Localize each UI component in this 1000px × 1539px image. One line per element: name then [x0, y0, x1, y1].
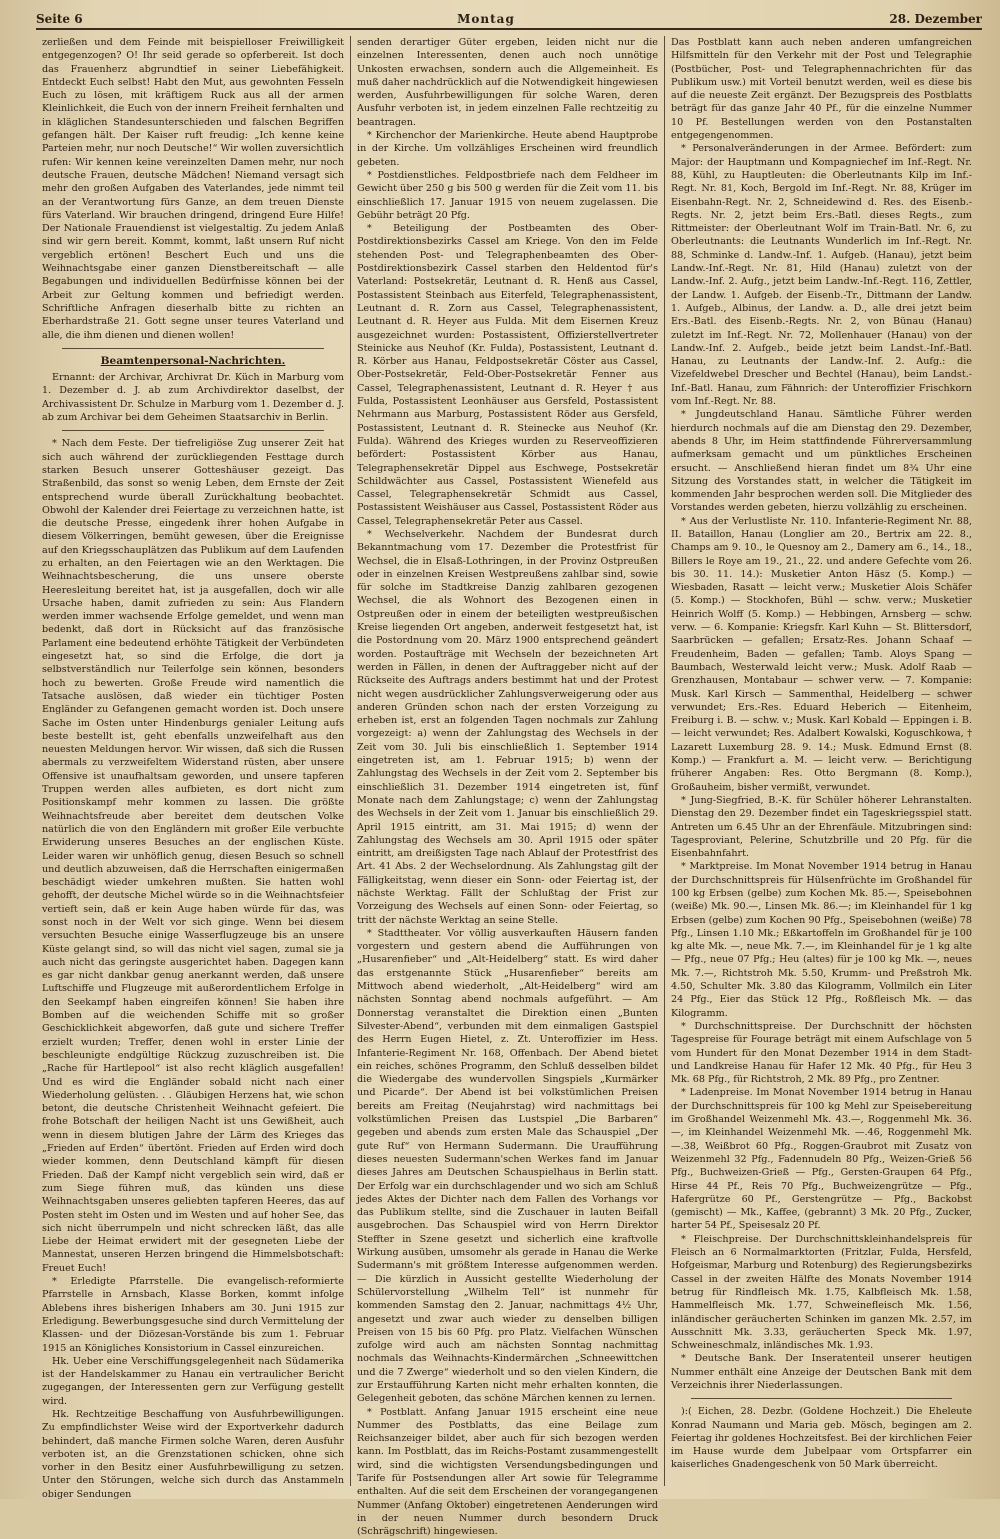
divider: [62, 430, 324, 431]
article-verschiffung: Hk. Ueber eine Verschiffungsgelegenheit nach Südamerika ist der Handelskammer zu Hanau ein vertraulicher Bericht zugegangen, der Interessenten gern zur Verfügung gestellt wird.: [42, 1355, 344, 1407]
page-header: [36, 6, 982, 30]
article-deutsche-bank: * Deutsche Bank. Der Inseratenteil unserer heutigen Nummer enthält eine Anzeige der Deutschen Bank mit dem Verzeichnis ihrer Niederlassungen.: [671, 1353, 972, 1391]
column-3: [664, 36, 978, 1486]
article-ausfuhr-continued: senden derartiger Güter ergeben, leiden nicht nur die einzelnen Interessenten, denen auch noch unnötige Unkosten erwachsen, sondern auch die Allgemeinheit. Es muß daher nachdrücklich auf die Notwendigkeit hingewiesen werden, Ausfuhrbewilligungen für solche Waren, deren Ausfuhr verboten ist, in jedem einzelnen Falle rechtzeitig zu beantragen.: [357, 37, 658, 128]
article-postdienstliches: * Postdienstliches. Feldpostbriefe nach dem Feldheer im Gewicht über 250 g bis 500 g werden für die Zeit vom 11. bis einschließlich 17. Januar 1915 von neuem zugelassen. Die Gebühr beträgt 20 Pfg.: [357, 169, 658, 221]
article-kirchenchor: * Kirchenchor der Marienkirche. Heute abend Hauptprobe in der Kirche. Um vollzähliges Erscheinen wird freundlich gebeten.: [357, 130, 658, 168]
column-container: [36, 36, 982, 1538]
divider: [691, 1398, 952, 1399]
article-wechselverkehr: * Wechselverkehr. Nachdem der Bundesrat durch Bekanntmachung vom 17. Dezember die Protestfrist für Wechsel, die in Elsaß-Lothringen, in der Provinz Ostpreußen oder in einzelnen Kreisen Westpreußens zahlbar sind, sowie für solche im Stadtkreise Danzig zahlbaren gezogenen Wechsel, die als Wohnort des Bezogenen einen in Ostpreußen oder in einem der beteiligten westpreußischen Kreise liegenden Ort angeben, anderweit festgesetzt hat, ist die Postordnung vom 20. März 1900 entsprechend geändert worden. Postaufträge mit Wechseln der bezeichneten Art werden in Fällen, in denen der Auftraggeber nicht auf der Rückseite des Auftrags anders bestimmt hat und der Protest nicht wegen ausdrücklicher Zahlungsverweigerung oder aus anderen Gründen schon nach der ersten Vorzeigung zu erheben ist, erst an folgenden Tagen nochmals zur Zahlung vorgezeigt: a) wenn der Zahlungstag des Wechsels in der Zeit vom 30. Juli bis einschließlich 1. September 1914 eingetreten ist, am 1. Februar 1915; b) wenn der Zahlungstag des Wechsels in der Zeit vom 2. September bis einschließlich 31. Dezember 1914 eingetreten ist, fünf Monate nach dem Zahlungstage; c) wenn der Zahlungstag des Wechsels in der Zeit vom 1. Januar bis einschließlich 29. April 1915 eintritt, am 31. Mai 1915; d) wenn der Zahlungstag des Wechsels am 30. April 1915 oder später eintritt, am dreißigsten Tage nach Ablauf der Protestfrist des Art. 41 Abs. 2 der Wechselordnung. Als Zahlungstag gilt der Fälligkeitstag, wenn dieser ein Sonn- oder Feiertag ist, der nächste Werktag. Fällt der Schlußtag der Frist zur Vorzeigung des Wechsels auf einen Sonn- oder Feiertag, so tritt der nächste Werktag an seine Stelle.: [357, 528, 658, 926]
article-ladenpreise: * Ladenpreise. Im Monat November 1914 betrug in Hanau der Durchschnittspreis für 100 kg Mehl zur Speisebereitung im Großhandel Weizenmehl Mk. 43.—, Roggenmehl Mk. 36.—, im Kleinhandel Weizenmehl Mk. —.46, Roggenmehl Mk. —.38, Weißbrot 60 Pfg., Roggen-Graubrot mit Zusatz von Weizenmehl 32 Pfg., Fadennudeln 80 Pfg., Weizen-Grieß 56 Pfg., Buchweizen-Grieß — Pfg., Gersten-Graupen 64 Pfg., Hirse 44 Pf., Reis 70 Pfg., Buchweizengrütze — Pfg., Hafergrütze 60 Pf., Gerstengrütze — Pfg., Backobst (gemischt) — Mk., Kaffee, (gebrannt) 3 Mk. 20 Pfg., Zucker, harter 54 Pf., Speisesalz 20 Pf.: [671, 1087, 972, 1232]
article-frauendienst-appeal: zerließen und dem Feinde mit beispielloser Freiwilligkeit entgegenzogen? O! Ihr seid gerade so opferbereit. Ist doch das Frauenherz abgrundtief in seiner Liebefähigkeit. Entdeckt Euch selbst! Habt den Mut, aus gewohnten Fesseln Euch zu lösen, mit kräftigem Ruck aus all der armen Kleinlichkeit, die Euch von der innern Freiheit fernhalten und in kläglichen Standesunterschieden und falschen Begriffen gefangen hält. Der Kaiser ruft freudig: „Ich kenne keine Parteien mehr, nur noch Deutsche!“ Wir wollen zuversichtlich rufen: Wir kennen keine vereinzelten Damen mehr, nur noch deutsche Frauen, deutsche Mädchen! Niemand versagt sich mehr den großen Aufgaben des Vaterlandes, jede nimmt teil an der Verantwortung fürs Ganze, an dem treuen Dienste fürs Vaterland. Wir brauchen dringend, dringend Eure Hilfe! Der Nationale Frauendienst ist vielgestaltig. Zu jedem Anlaß sind wir gern bereit. Kommt, kommt, laßt unsern Ruf nicht vergeblich ertönen! Beschert Euch und uns die Weihnachtsgabe einer ganzen Dienstbereitschaft — alle Begabungen und individuellen Bedürfnisse können bei der Arbeit zur Geltung kommen und befriedigt werden. Schriftliche Anfragen dieserhalb bitte zu richten an Eberhardstraße 21. Gott segne unser teures Vaterland und alle, die ihm dienen und dienen wollen!: [42, 37, 344, 341]
article-marktpreise: * Marktpreise. Im Monat November 1914 betrug in Hanau der Durchschnittspreis für Hülsenfrüchte im Großhandel für 100 kg Erbsen (gelbe) zum Kochen Mk. 85.—, Speisebohnen (weiße) Mk. 90.—, Linsen Mk. 86.—; im Kleinhandel für 1 kg Erbsen (gelbe) zum Kochen 90 Pfg., Speisebohnen (weiße) 78 Pfg., Linsen 1.10 Mk.; Eßkartoffeln im Großhandel für je 100 kg alte Mk. —, neue Mk. 7.—, im Kleinhandel für je 1 kg alte — Pfg., neue 07 Pfg.; Heu (altes) für je 100 kg Mk. —, neues Mk. 7.—, Richtstroh Mk. 5.50, Krumm- und Preßstroh Mk. 4.50, Schulter Mk. 3.80 das Kilogramm, Vollmilch ein Liter 24 Pfg., Eier das Stück 12 Pfg., Roßfleisch Mk. — das Kilogramm.: [671, 861, 972, 1019]
article-jung-siegfried: * Jung-Siegfried, B.-K. für Schüler höherer Lehranstalten. Dienstag den 29. Dezember findet ein Tageskriegsspiel statt. Antreten um 6.45 Uhr an der Ehrenfäule. Mitzubringen sind: Tagesproviant, Pelerine, Schutzbrille und 20 Pfg. für die Eisenbahnfahrt.: [671, 794, 972, 860]
article-postbeamten-krieg: * Beteiligung der Postbeamten des Ober-Postdirektionsbezirks Cassel am Kriege. Von den im Felde stehenden Post- und Telegraphenbeamten des Ober-Postdirektionsbezirk Cassel starben den Heldentod für's Vaterland: Postsekretär, Leutnant d. R. Henß aus Cassel, Postassistent Steinbach aus Eiterfeld, Telegraphenassistent, Leutnant d. R. Zorn aus Cassel, Telegraphenassistent, Leutnant d. R. Heyer aus Fulda. Mit dem Eisernen Kreuz ausgezeichnet wurden: Postassistent, Offizierstellvertreter Steinicke aus Neuhof (Kr. Fulda), Postassistent, Leutnant d. R. Körber aus Hanau, Feldpostsekretär Cöster aus Cassel, Ober-Postsekretär, Feld-Ober-Postsekretär Fenner aus Cassel, Telegraphenassistent, Leutnant d. R. Heyer † aus Fulda, Postassistent Leonhäuser aus Gersfeld, Postassistent Nehrmann aus Marburg, Postassistent Röder aus Gersfeld, Postassistent, Leutnant d. R. Steinecke aus Neuhof (Kr. Fulda). Während des Krieges wurden zu Reserveoffizieren befördert: Postassistent Körber aus Hanau, Telegraphensekretär Dippel aus Eschwege, Postsekretär Schildwächter aus Cassel, Postassistent Wienefeld aus Cassel, Telegraphensekretär Schmidt aus Cassel, Postassistent Weishäuser aus Cassel, Postassistent Röder aus Cassel, Telegraphensekretär Peter aus Cassel.: [357, 223, 658, 527]
article-personalveraenderungen: * Personalveränderungen in der Armee. Befördert: zum Major: der Hauptmann und Kompagniechef im Inf.-Regt. Nr. 88, Kühl, zu Hauptleuten: die Oberleutnants Kilp im Inf.-Regt. Nr. 81, Koch, Bergold im Inf.-Regt. Nr. 88, Krüger im Eisenbahn-Regt. Nr. 2, Schneidewind d. Res. des Eisenb.-Regts. Nr. 2, jetzt beim Ers.-Batl. dieses Regts., zum Rittmeister: der Oberleutnant Wolf im Train-Batl. Nr. 6, zu Oberleutnants: die Leutnants Wunderlich im Inf.-Regt. Nr. 88, Schminke d. Landw.-Inf. 1. Aufgeb. (Hanau), jetzt beim Landw.-Inf.-Regt. Nr. 81, Hild (Hanau) zuletzt von der Landw.-Inf. 2. Aufg., jetzt beim Landw.-Inf.-Regt. 116, Zettler, der Landw. 1. Aufgeb. der Eisenb.-Tr., Dittmann der Landw. 1. Aufgeb., Albinus, der Landw. a. D., alle drei jetzt beim Ers.-Batl. des Eisenb.-Regts. Nr. 2, von Bünau (Hanau) zuletzt im Inf.-Regt. Nr. 72, Mollenhauer (Hanau) von der Landw.-Inf. 2. Aufgeb., beide jetzt beim Landst.-Inf.-Batl. Hanau, zu Leutnants der Landw.-Inf. 2. Aufg.: die Vizefeldwebel Drescher und Bechtel (Hanau), beim Landst.-Inf.-Batl. Hanau, zum Fähnrich: der Unteroffizier Frischkorn vom Inf.-Regt. Nr. 88.: [671, 143, 972, 408]
article-postblatt-continued: Das Postblatt kann auch neben anderen umfangreichen Hilfsmitteln für den Verkehr mit der Post und Telegraphie (Postbücher, Post- und Telegraphennachrichten für das Publikum usw.) mit Vorteil benutzt werden, weil es diese bis auf die neueste Zeit ergänzt. Der Bezugspreis des Postblatts beträgt für das ganze Jahr 40 Pf., für die einzelne Nummer 10 Pf. Bestellungen werden von den Postanstalten entgegengenommen.: [671, 37, 972, 142]
article-stadttheater: * Stadttheater. Vor völlig ausverkauften Häusern fanden vorgestern und gestern abend die Aufführungen von „Husarenfieber“ und „Alt-Heidelberg“ statt. Es wird daher das erstgenannte Stück „Husarenfieber“ bereits am Mittwoch abend wiederholt, „Alt-Heidelberg“ wird am nächsten Sonntag abend nochmals aufgeführt. — Am Donnerstag veranstaltet die Direktion einen „Bunten Silvester-Abend“, verbunden mit dem einmaligen Gastspiel des Herrn Eugen Hietel, z. Zt. Unteroffizier im Hess. Infanterie-Regiment Nr. 168, Offenbach. Der Abend bietet ein reiches, schönes Programm, den Schluß desselben bildet die Wiedergabe des wundervollen Singspiels „Kurmärker und Picarde“. Der Abend ist bei volkstümlichen Preisen bereits am Freitag (Neujahrstag) wird nachmittags bei volkstümlichen Preisen das Lustspiel „Die Barbaren“ gegeben und abends zum ersten Male das Schauspiel „Der gute Ruf“ von Hermann Sudermann. Die Uraufführung dieses neuesten Sudermann'schen Werkes fand im Januar dieses Jahres am Deutschen Schauspielhaus in Berlin statt. Der Erfolg war ein durchschlagender und wo sich am Schluß jedes Aktes der Dichter nach dem Fallen des Vorhangs vor das Publikum stellte, sind die Zuschauer in lauten Beifall ausgebrochen. Das Schauspiel wird von Herrn Direktor Steffter in Szene gesetzt und sicherlich eine kraftvolle Wirkung ausüben, umsomehr als gerade in Hanau die Werke Sudermann's mit größtem Interesse aufgenommen werden. — Die kürzlich in Aussicht gestellte Wiederholung der Schülervorstellung „Wilhelm Tell“ ist nunmehr für kommenden Samstag den 2. Januar, nachmittags 4½ Uhr, angesetzt und zwar auch wieder zu denselben billigen Preisen von 15 bis 60 Pfg. pro Platz. Vielfachen Wünschen zufolge wird auch am nächsten Sonntag nachmittag nochmals das Weihnachts-Kindermärchen „Schneewittchen und die 7 Zwerge“ wiederholt und so den vielen Kindern, die zur Erstaufführung Karten nicht mehr erhalten konnten, die Gelegenheit geboten, das schöne Märchen kennen zu lernen.: [357, 927, 658, 1405]
article-verlustliste: * Aus der Verlustliste Nr. 110. Infanterie-Regiment Nr. 88, II. Bataillon, Hanau (Longlier am 20., Bertrix am 22. 8., Champs am 9. 10., le Quesnoy am 2., Damery am 6., 14., 18., Billers le Roye am 19., 21., 22. und andere Gefechte vom 26. bis 30. 11. 14.): Musketier Anton Häsz (5. Komp.) — Wiesbaden, Rasatt — leicht verw.; Musketier Alois Schäfer (5. Komp.) — Stockhofen, Bühl — schw. verw.; Musketier Heinrich Wolff (5. Komp.) — Hebbingen, Arnsberg — schw. verw. — 6. Kompanie: Kriegsfr. Karl Kuhn — St. Blittersdorf, Saarbrücken — gefallen; Ersatz-Res. Johann Schaaf — Freudenheim, Baden — gefallen; Tamb. Aloys Spang — Baumbach, Westerwald leicht verw.; Musk. Adolf Raab — Grenzhausen, Montabaur — schwer verw. — 7. Kompanie: Musk. Karl Kirsch — Sammenthal, Heidelberg — schwer verwundet; Ers.-Res. Eduard Heberich — Eitenheim, Freiburg i. B. — schw. v.; Musk. Karl Kobald — Eppingen i. B. — leicht verwundet; Res. Adalbert Kowalski, Koguschkowa, † Lazarett Luxemburg 28. 9. 14.; Musk. Edmund Ernst (8. Komp.) — Frankfurt a. M. — leicht verw. — Berichtigung früherer Angaben: Res. Otto Bergmann (8. Komp.), Großauheim, bisher vermißt, verwundet.: [671, 515, 972, 793]
page-date: 28. Dezember: [889, 12, 982, 26]
divider: [62, 348, 324, 349]
article-fleischpreise: * Fleischpreise. Der Durchschnittskleinhandelspreis für Fleisch an 6 Normalmarktorten (Fritzlar, Fulda, Hersfeld, Hofgeismar, Marburg und Rotenburg) des Regierungsbezirks Cassel in der zweiten Hälfte des Monats November 1914 betrug für Rindfleisch Mk. 1.75, Kalbfleisch Mk. 1.58, Hammelfleisch Mk. 1.77, Schweinefleisch Mk. 1.56, inländischer geräucherten Schinken im ganzen Mk. 2.57, im Ausschnitt Mk. 3.33, geräucherten Speck Mk. 1.97, Schweineschmalz, inländisches Mk. 1.93.: [671, 1233, 972, 1352]
page-number: Seite 6: [36, 12, 83, 26]
article-postblatt: * Postblatt. Anfang Januar 1915 erscheint eine neue Nummer des Postblatts, das eine Beilage zum Reichsanzeiger bildet, aber auch für sich bezogen werden kann. Im Postblatt, das im Reichs-Postamt zusammengestellt wird, sind die wichtigsten Versendungsbedingungen und Tarife für Postsendungen aller Art sowie für Telegramme enthalten. Auf die seit dem Erscheinen der vorangegangenen Nummer (Anfang Oktober) eingetretenen Aenderungen wird in der neuen Nummer durch besondern Druck (Schrägschrift) hingewiesen.: [357, 1406, 658, 1538]
article-pfarrstelle: * Erledigte Pfarrstelle. Die evangelisch-reformierte Pfarrstelle in Arnsbach, Klasse Borken, kommt infolge Ablebens ihres bisherigen Inhabers am 30. Juni 1915 zur Erledigung. Bewerbungsgesuche sind durch Vermittelung der Klassen- und der Diözesan-Vorstände bis zum 1. Februar 1915 an Königliches Konsistorium in Cassel einzureichen.: [42, 1276, 345, 1354]
article-durchschnittspreise: * Durchschnittspreise. Der Durchschnitt der höchsten Tagespreise für Fourage beträgt mit einem Aufschlage von 5 vom Hundert für den Monat Dezember 1914 in dem Stadt- und Landkreise Hanau für Hafer 12 Mk. 40 Pfg., für Heu 3 Mk. 68 Pfg., für Richtstroh, 2 Mk. 89 Pfg., pro Zentner.: [671, 1020, 972, 1086]
article-ernannt: Ernannt: der Archivar, Archivrat Dr. Küch in Marburg vom 1. Dezember d. J. ab zum Archivdirektor daselbst, der Archivassistent Dr. Schulze in Marburg vom 1. Dezember d. J. ab zum Archivar bei dem Geheimen Staatsarchiv in Berlin.: [42, 372, 344, 424]
article-nach-dem-feste: * Nach dem Feste. Der tiefreligiöse Zug unserer Zeit hat sich auch während der zurückliegenden Festtage durch starken Besuch unserer Gotteshäuser gezeigt. Das Straßenbild, das sonst so wenig Leben, dem Ernste der Zeit entsprechend wurde überall Zurückhaltung beobachtet. Obwohl der Kalender drei Feiertage zu verzeichnen hatte, ist die deutsche Presse, eingedenk ihrer hohen Aufgabe in diesem Völkerringen, bemüht gewesen, über die Ereignisse auf den Kriegsschauplätzen das Publikum auf dem Laufenden zu erhalten, an den Feiertagen wie an den Werktagen. Die Weihnachtsbescherung, die uns unsere oberste Heeresleitung bereitet hat, ist ja ausgefallen, doch wir alle Ursache haben, damit zufrieden zu sein: Aus Flandern werden immer wachsende Erfolge gemeldet, und wenn man bedenkt, daß dort in Rücksicht auf das französische Parlament eine bedeutend erhöhte Tätigkeit der Verbündeten eingesetzt hat, so sind die Erfolge, die dort ja selbstverständlich nur Teilerfolge sein können, besonders hoch zu bewerten. Große Freude wird namentlich die Tatsache auslösen, daß wieder ein tüchtiger Posten Engländer zu Gefangenen gemacht worden ist. Doch unsere Sache im Osten unter Hindenburgs genialer Leitung aufs beste bestellt ist, geht ebenfalls unzweifelhaft aus den neuesten Meldungen hervor. Wir wissen, daß sich die Russen abermals zu verzweifeltem Widerstand rüsten, aber unsere Offensive ist unaufhaltsam geworden, und unsere tapferen Truppen werden alles aufbieten, es dort nicht zum Positionskampf mehr kommen zu lassen. Die größte Weihnachtsfreude aber bereitet dem deutschen Volke natürlich die von den Engländern mit großer Eile verbuchte Erwiderung unseres Besuches an der englischen Küste. Leider waren wir unhöflich genug, diesen Besuch so schnell und deutlich abzuweisen, daß die Herrschaften einigermaßen beschädigt wieder umkehren mußten. Sie hatten wohl gehofft, der deutsche Michel würde so in die Weihnachtsfeier vertieft sein, daß er kein Auge haben würde für das, was sonst noch in der Welt vor sich ginge. Wenn bei diesem versuchten Besuche einige Wasserflugzeuge bis an unsere Küste gelangt sind, so will das nicht viel sagen, zumal sie ja auch nicht das geringste ausgerichtet haben. Dagegen kann es gar nicht dankbar genug anerkannt werden, daß unsere Luftschiffe und Flugzeuge mit außerordentlichem Erfolge in den Seekampf haben eingreifen können! Sie haben ihre Bomben auf die weichenden Schiffe mit so großer Geschicklichkeit abgeworfen, daß gute und sichere Treffer erzielt wurden; Treffer, denen wohl in erster Linie der beschleunigte endgültige Rückzug zuzuschreiben ist. Die „Rache für Hartlepool“ ist also recht kläglich ausgefallen! Und es wird die Engländer sobald nicht nach einer Wiederholung gelüsten. . . Gläubigen Herzens hat, wie schon betont, die deutsche Christenheit Weihnacht gefeiert. Die frohe Botschaft der heiligen Nacht ist uns Gewißheit, auch wenn in diesem blutigen Jahre der Lärm des Krieges das „Frieden auf Erden“ übertönt. Frieden auf Erden wird doch wieder kommen, denn Deutschland kämpft für diesen Frieden. Daß der Kampf nicht vergeblich sein wird, daß er zum Siege führen muß, das künden uns diese Weihnachtsgaben unseres geliebten tapferen Heeres, das auf Posten steht im Osten und im Westen und auf hoher See, das sich nicht überrumpeln und nicht schrecken läßt, das alle Liebe der Heimat erwidert mit der gesegneten Liebe der Mannestat, unseren Herzen bringend die Himmelsbotschaft: Freuet Euch!: [42, 438, 344, 1274]
page-weekday: Montag: [457, 12, 515, 26]
column-1: [36, 36, 350, 1500]
article-jungdeutschland: * Jungdeutschland Hanau. Sämtliche Führer werden hierdurch nochmals auf die am Dienstag den 29. Dezember, abends 8 Uhr, im Heim stattfindende Führerversammlung aufmerksam gemacht und um pünktliches Erscheinen ersucht. — Anschließend hieran findet um 8¾ Uhr eine Sitzung des Vorstandes statt, in welcher die Tätigkeit im kommenden Jahr besprochen werden soll. Die Mitglieder des Vorstandes werden gebeten, hierzu vollzählig zu erscheinen.: [671, 409, 972, 514]
article-ausfuhrbewilligungen: Hk. Rechtzeitige Beschaffung von Ausfuhrbewilligungen. Zu empfindlichster Weise wird der Exportverkehr dadurch behindert, daß manche Firmen solche Waren, deren Ausfuhr verboten ist, an die Grenzstationen schicken, ohne sich vorher in den Besitz einer Ausfuhrbewilligung zu setzen. Unter den Störungen, welche sich durch das Anstammeln obiger Sendungen: [42, 1408, 344, 1500]
column-2: [350, 36, 664, 1538]
article-eichen-hochzeit: ):( Eichen, 28. Dezbr. (Goldene Hochzeit.) Die Eheleute Konrad Naumann und Maria geb. Mösch, begingen am 2. Feiertag ihr goldenes Hochzeitsfest. Bei der kirchlichen Feier im Hause wurde dem Jubelpaar vom Ortspfarrer ein kaiserliches Gnadengeschenk von 50 Mark überreicht.: [671, 1406, 972, 1471]
section-heading-beamtenpersonal: Beamtenpersonal-Nachrichten.: [100, 354, 286, 367]
